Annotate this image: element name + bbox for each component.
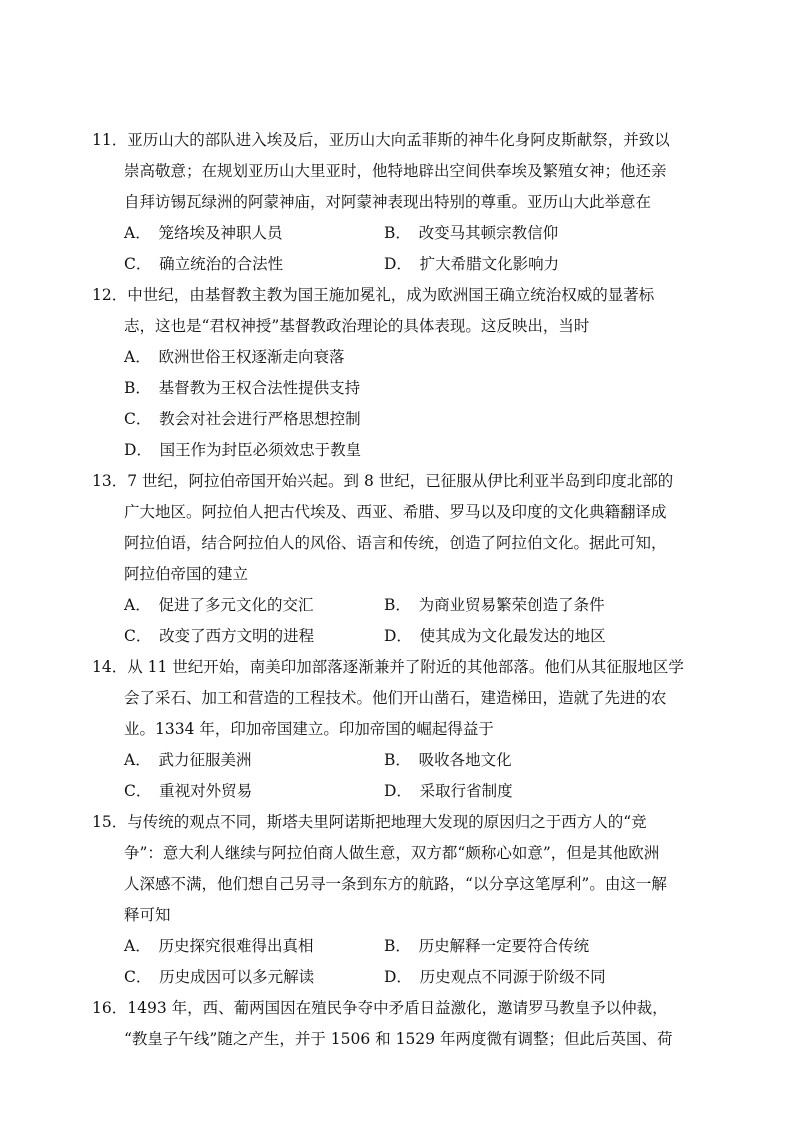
option-c[interactable]: C． 历史成因可以多元解读 [124,968,315,986]
option-c[interactable]: C． 确立统治的合法性 [124,255,284,273]
question-line: 12．中世纪，由基督教主教为国王施加冕礼，成为欧洲国王确立统治权威的显著标 [92,286,655,304]
option-d[interactable]: D． 采取行省制度 [384,782,513,800]
option-a[interactable]: A． 笼络埃及神职人员 [124,224,283,242]
option-b[interactable]: B． 为商业贸易繁荣创造了条件 [384,596,605,614]
option-a[interactable]: A． 历史探究很难得出真相 [124,937,314,955]
option-b[interactable]: B． 改变马其顿宗教信仰 [384,224,559,242]
question-line: 业。1334 年，印加帝国建立。印加帝国的崛起得益于 [124,720,494,738]
option-a[interactable]: A． 欧洲世俗王权逐渐走向衰落 [124,348,345,366]
question-15 [92,807,712,993]
option-row [92,249,712,280]
option-d[interactable]: D． 国王作为封臣必须效忠于教皇 [124,441,362,459]
question-line: 自拜访锡瓦绿洲的阿蒙神庙，对阿蒙神表现出特别的尊重。亚历山大此举意在 [124,193,652,211]
question-line: 广大地区。阿拉伯人把古代埃及、西亚、希腊、罗马以及印度的文化典籍翻译成 [124,503,667,521]
option-row [92,931,712,962]
question-line: 15．与传统的观点不同，斯塔夫里阿诺斯把地理大发现的原因归之于西方人的“竞 [92,813,647,831]
option-row [92,745,712,776]
question-line: 16．1493 年，西、葡两国因在殖民争夺中矛盾日益激化，邀请罗马教皇予以仲裁， [92,999,668,1017]
question-line: 争”：意大利人继续与阿拉伯商人做生意，双方都“颇称心如意”，但是其他欧洲 [124,844,660,862]
question-number: 13． [92,472,128,490]
option-d[interactable]: D． 历史观点不同源于阶级不同 [384,968,606,986]
option-row [92,590,712,621]
question-number: 15． [92,813,128,831]
option-row [92,962,712,993]
option-b[interactable]: B． 吸收各地文化 [384,751,512,769]
question-14 [92,652,712,807]
question-12 [92,280,712,466]
question-number: 11． [92,131,128,149]
option-d[interactable]: D． 扩大希腊文化影响力 [384,255,560,273]
question-number: 16． [92,999,128,1017]
option-d[interactable]: D． 使其成为文化最发达的地区 [384,627,606,645]
question-line: 13．7 世纪，阿拉伯帝国开始兴起。到 8 世纪，已征服从伊比利亚半岛到印度北部的 [92,472,674,490]
question-11 [92,125,712,280]
question-line: 11．亚历山大的部队进入埃及后，亚历山大向孟菲斯的神牛化身阿皮斯献祭，并致以 [92,131,670,149]
option-row [92,218,712,249]
option-a[interactable]: A． 促进了多元文化的交汇 [124,596,314,614]
question-13 [92,466,712,652]
question-line: 会了采石、加工和营造的工程技术。他们开山凿石，建造梯田，造就了先进的农 [124,689,667,707]
option-a[interactable]: A． 武力征服美洲 [124,751,252,769]
question-number: 14． [92,658,128,676]
question-line: 释可知 [124,906,171,924]
option-row [92,776,712,807]
question-line: 崇高敬意；在规划亚历山大里亚时，他特地辟出空间供奉埃及繁殖女神；他还亲 [124,162,667,180]
question-line: 人深感不满，他们想自己另寻一条到东方的航路，“以分享这笔厚利”。由这一解 [124,875,667,893]
question-number: 12． [92,286,128,304]
option-b[interactable]: B． 历史解释一定要符合传统 [384,937,590,955]
option-b[interactable]: B． 基督教为王权合法性提供支持 [124,379,361,397]
question-16 [92,993,712,1055]
question-line: 阿拉伯语，结合阿拉伯人的风俗、语言和传统，创造了阿拉伯文化。据此可知， [124,534,667,552]
option-c[interactable]: C． 教会对社会进行严格思想控制 [124,410,361,428]
question-line: 志，这也是“君权神授”基督教政治理论的具体表现。这反映出，当时 [124,317,590,335]
question-line: 14．从 11 世纪开始，南美印加部落逐渐兼并了附近的其他部落。他们从其征服地区学 [92,658,684,676]
question-line: “教皇子午线”随之产生，并于 1506 和 1529 年两度微有调整；但此后英国、荷 [124,1030,673,1048]
option-row [92,621,712,652]
option-c[interactable]: C． 改变了西方文明的进程 [124,627,315,645]
option-c[interactable]: C． 重视对外贸易 [124,782,253,800]
question-line: 阿拉伯帝国的建立 [124,565,249,583]
